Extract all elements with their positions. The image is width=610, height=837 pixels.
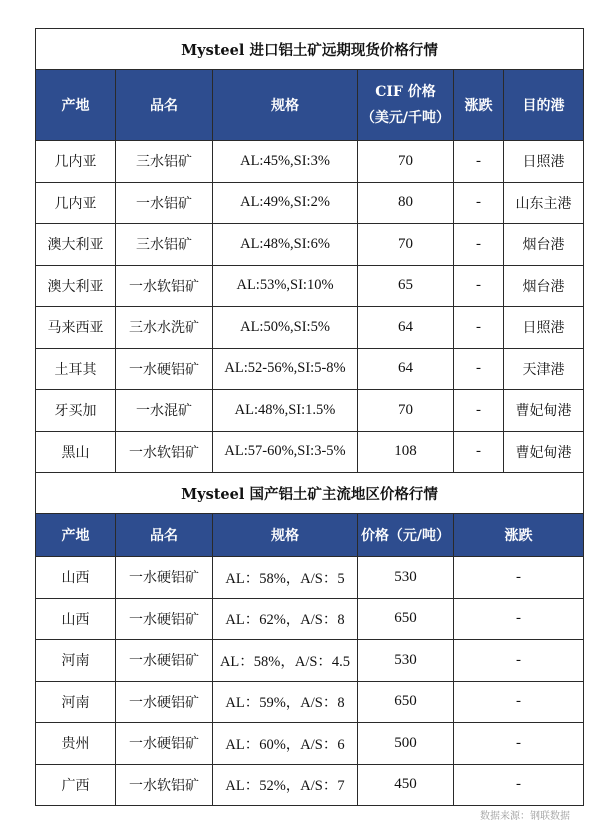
cell-change: -: [454, 390, 504, 432]
cell-spec: AL：52%，A/S：7: [213, 764, 358, 806]
table-row: [36, 307, 584, 349]
cell-change: -: [454, 348, 504, 390]
cell-product: 一水硬铝矿: [116, 640, 213, 682]
cell-change: -: [454, 557, 584, 599]
header-change: 涨跌: [454, 514, 584, 557]
cell-origin: 贵州: [36, 723, 116, 765]
table-row: [36, 182, 584, 224]
cell-product: 一水软铝矿: [116, 431, 213, 473]
cell-port: 曹妃甸港: [504, 431, 584, 473]
cell-port: 日照港: [504, 141, 584, 183]
cell-origin: 几内亚: [36, 182, 116, 224]
header-cif-price: [358, 70, 454, 141]
table-row: [36, 390, 584, 432]
cell-product: 一水铝矿: [116, 182, 213, 224]
cell-product: 一水硬铝矿: [116, 598, 213, 640]
cell-price: 80: [358, 182, 454, 224]
header-origin: 产地: [36, 514, 116, 557]
table-row: [36, 224, 584, 266]
cell-spec: AL:48%,SI:6%: [213, 224, 358, 266]
header-spec: 规格: [213, 514, 358, 557]
cell-price: 65: [358, 265, 454, 307]
cell-price: 64: [358, 307, 454, 349]
cell-spec: AL:50%,SI:5%: [213, 307, 358, 349]
cell-product: 一水硬铝矿: [116, 348, 213, 390]
cell-price: 64: [358, 348, 454, 390]
cell-origin: 山西: [36, 557, 116, 599]
import-table-title: Mysteel 进口铝土矿远期现货价格行情: [36, 29, 584, 70]
header-price: 价格（元/吨）: [358, 514, 454, 557]
table-row: [36, 640, 584, 682]
cell-product: 一水硬铝矿: [116, 723, 213, 765]
price-tables: [35, 28, 583, 806]
cell-origin: 牙买加: [36, 390, 116, 432]
cell-spec: AL:45%,SI:3%: [213, 141, 358, 183]
cell-price: 650: [358, 681, 454, 723]
cell-spec: AL：60%，A/S：6: [213, 723, 358, 765]
cell-change: -: [454, 224, 504, 266]
cell-change: -: [454, 307, 504, 349]
header-origin: 产地: [36, 70, 116, 141]
price-table: [35, 28, 584, 806]
cell-origin: 土耳其: [36, 348, 116, 390]
cell-price: 108: [358, 431, 454, 473]
table-row: [36, 557, 584, 599]
cell-port: 曹妃甸港: [504, 390, 584, 432]
cell-port: 山东主港: [504, 182, 584, 224]
cell-change: -: [454, 640, 584, 682]
cell-product: 一水混矿: [116, 390, 213, 432]
cell-change: -: [454, 598, 584, 640]
domestic-header-row: [36, 514, 584, 557]
header-spec: 规格: [213, 70, 358, 141]
source-note: 数据来源：钢联数据: [480, 811, 570, 822]
cell-origin: 澳大利亚: [36, 224, 116, 266]
table-row: [36, 764, 584, 806]
cell-origin: 广西: [36, 764, 116, 806]
cell-change: -: [454, 764, 584, 806]
cell-product: 一水硬铝矿: [116, 681, 213, 723]
cell-spec: AL:52-56%,SI:5-8%: [213, 348, 358, 390]
cell-port: 烟台港: [504, 224, 584, 266]
header-product: 品名: [116, 70, 213, 141]
cell-price: 650: [358, 598, 454, 640]
cell-product: 三水水洗矿: [116, 307, 213, 349]
header-cif-price-line1: CIF 价格: [375, 84, 436, 100]
cell-origin: 澳大利亚: [36, 265, 116, 307]
cell-port: 天津港: [504, 348, 584, 390]
cell-spec: AL：58%，A/S：5: [213, 557, 358, 599]
cell-origin: 河南: [36, 681, 116, 723]
cell-product: 三水铝矿: [116, 141, 213, 183]
cell-change: -: [454, 723, 584, 765]
cell-price: 500: [358, 723, 454, 765]
cell-price: 70: [358, 224, 454, 266]
cell-spec: AL：59%，A/S：8: [213, 681, 358, 723]
cell-port: 日照港: [504, 307, 584, 349]
import-header-row: [36, 70, 584, 141]
cell-price: 530: [358, 640, 454, 682]
table-row: [36, 598, 584, 640]
cell-origin: 马来西亚: [36, 307, 116, 349]
table-row: [36, 681, 584, 723]
domestic-table-title: Mysteel 国产铝土矿主流地区价格行情: [36, 473, 584, 514]
cell-product: 一水软铝矿: [116, 764, 213, 806]
table-row: [36, 723, 584, 765]
cell-port: 烟台港: [504, 265, 584, 307]
cell-origin: 几内亚: [36, 141, 116, 183]
cell-product: 一水硬铝矿: [116, 557, 213, 599]
table-row: [36, 431, 584, 473]
cell-price: 70: [358, 141, 454, 183]
cell-price: 450: [358, 764, 454, 806]
cell-change: -: [454, 265, 504, 307]
cell-origin: 河南: [36, 640, 116, 682]
cell-product: 一水软铝矿: [116, 265, 213, 307]
cell-origin: 黑山: [36, 431, 116, 473]
cell-spec: AL:57-60%,SI:3-5%: [213, 431, 358, 473]
header-cif-price-line2: （美元/千吨）: [360, 110, 451, 126]
table-row: [36, 265, 584, 307]
cell-spec: AL:49%,SI:2%: [213, 182, 358, 224]
header-product: 品名: [116, 514, 213, 557]
cell-change: -: [454, 182, 504, 224]
cell-change: -: [454, 431, 504, 473]
table-row: [36, 141, 584, 183]
header-change: 涨跌: [454, 70, 504, 141]
cell-spec: AL：58%，A/S：4.5: [213, 640, 358, 682]
cell-product: 三水铝矿: [116, 224, 213, 266]
header-port: 目的港: [504, 70, 584, 141]
cell-change: -: [454, 681, 584, 723]
cell-spec: AL：62%，A/S：8: [213, 598, 358, 640]
cell-spec: AL:53%,SI:10%: [213, 265, 358, 307]
cell-origin: 山西: [36, 598, 116, 640]
cell-spec: AL:48%,SI:1.5%: [213, 390, 358, 432]
table-row: [36, 348, 584, 390]
cell-change: -: [454, 141, 504, 183]
cell-price: 70: [358, 390, 454, 432]
cell-price: 530: [358, 557, 454, 599]
